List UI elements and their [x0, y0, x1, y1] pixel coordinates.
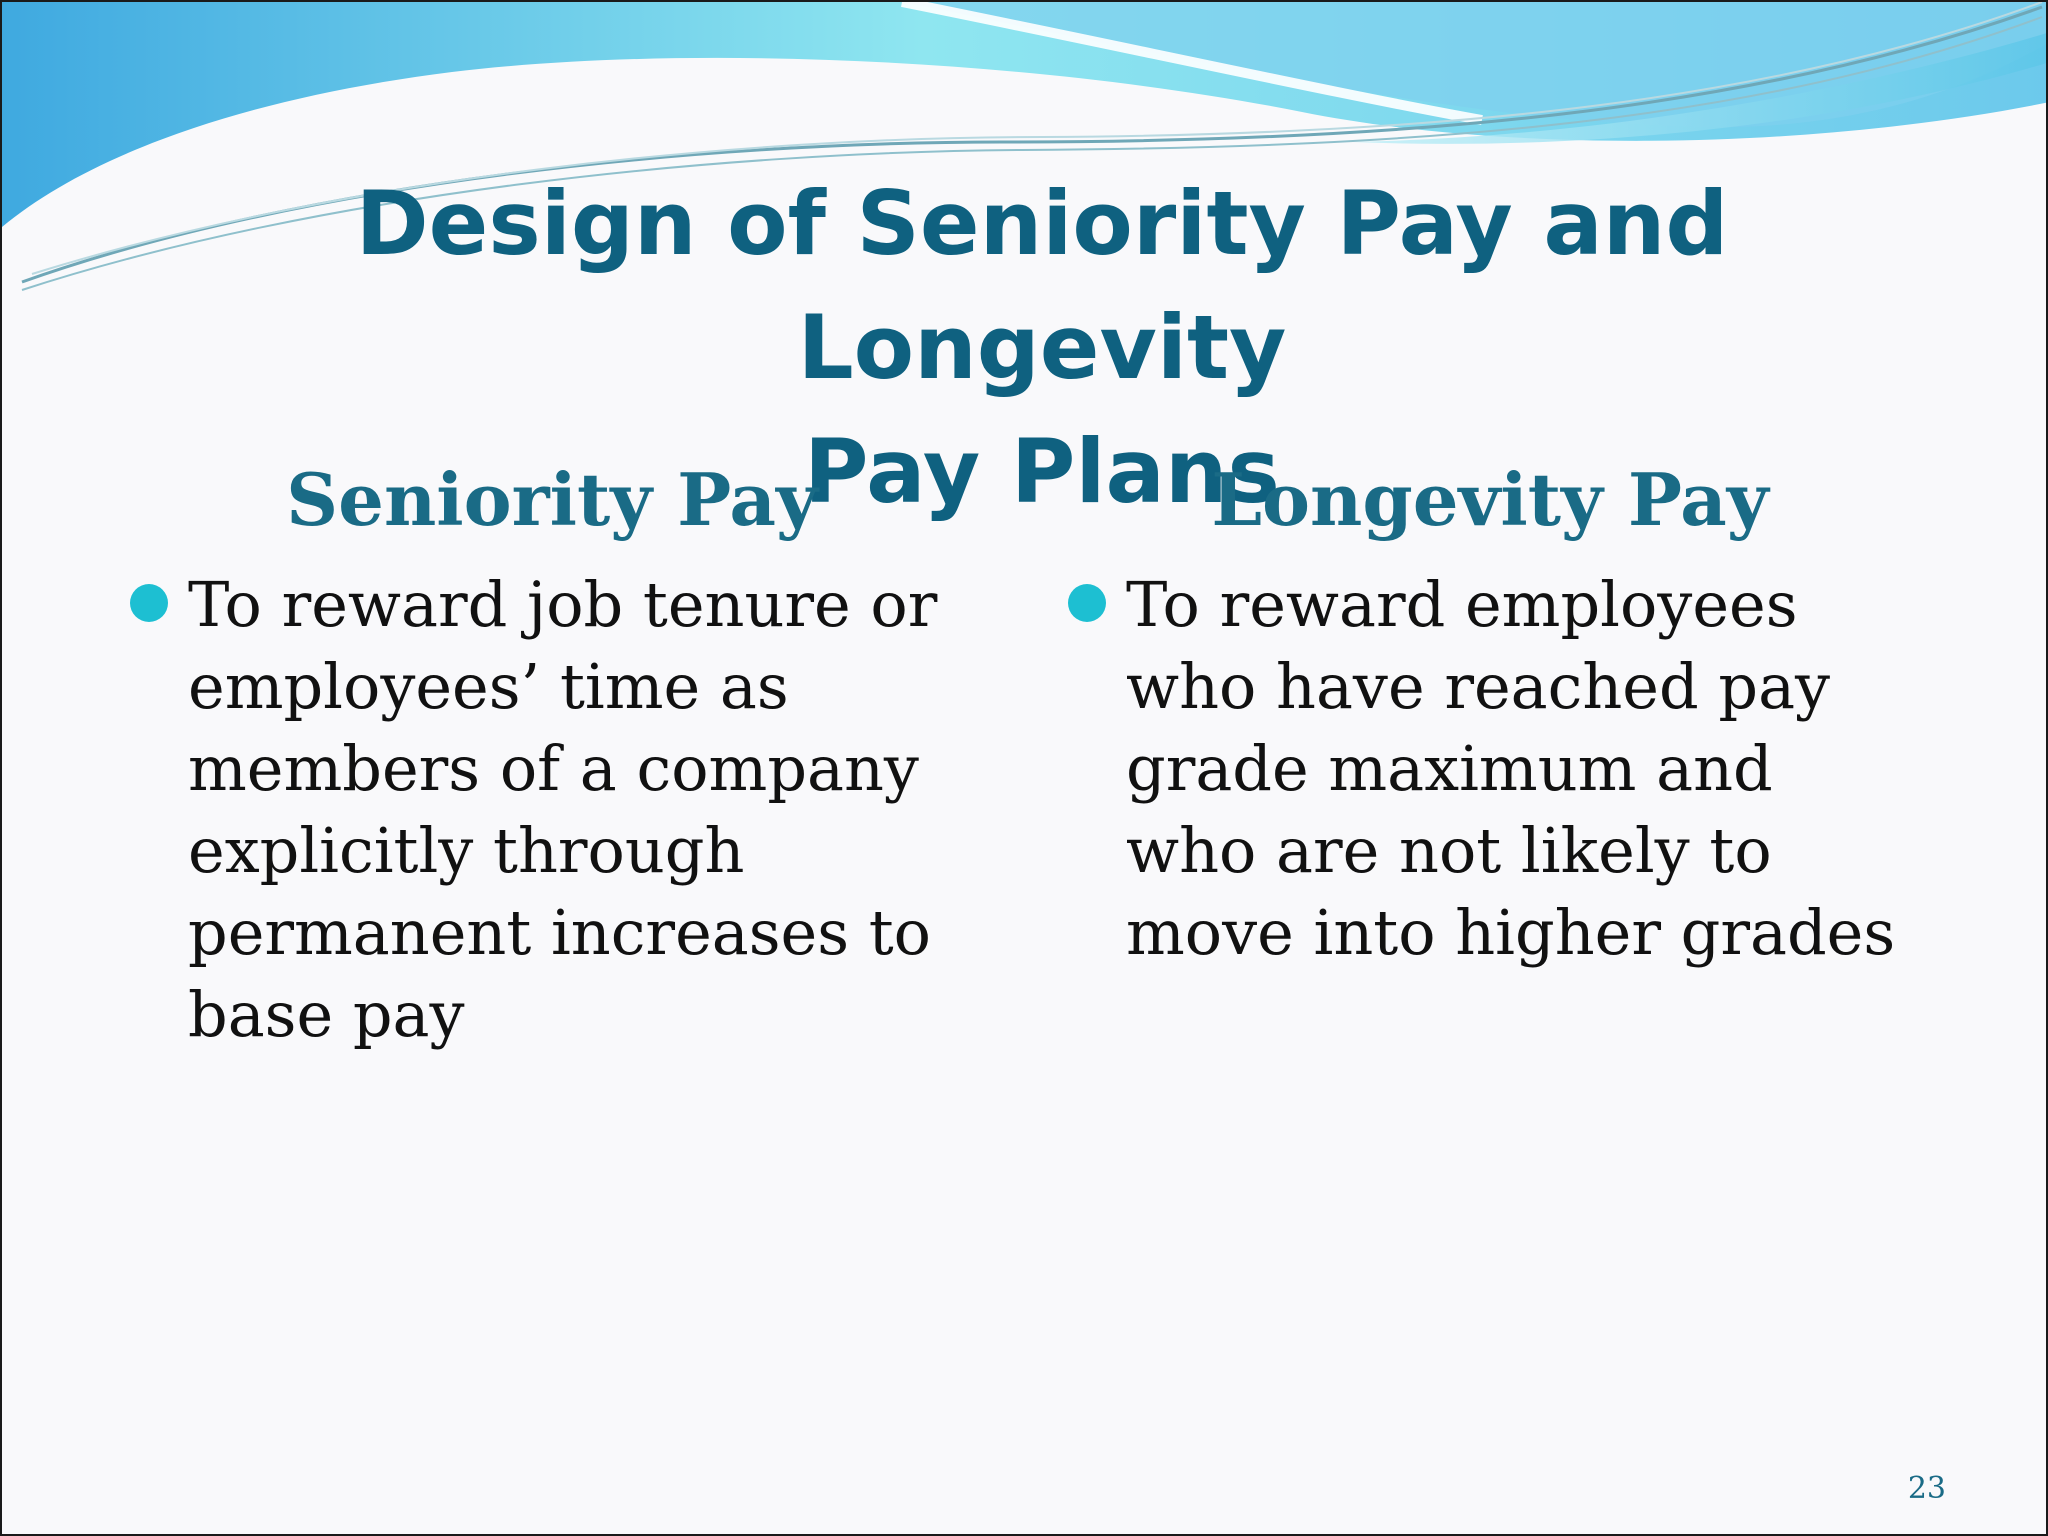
slide-title-line-2: Pay Plans [804, 420, 1280, 523]
list-item [1060, 564, 1920, 974]
seniority-pay-column [122, 450, 982, 1056]
bullet-list [1060, 564, 1920, 974]
bullet-text: To reward employees who have reached pay grade maximum and who are not likely to move into higher grades [1126, 568, 1896, 969]
page-number: 23 [1907, 1471, 1946, 1506]
slide-title-line-1: Design of Seniority Pay and Longevity [355, 172, 1729, 399]
bullet-list [122, 564, 982, 1056]
list-item [122, 564, 982, 1056]
column-heading: Longevity Pay [1211, 457, 1769, 542]
bullet-text: To reward job tenure or employees’ time as members of a company explicitly through permanent increases to base pay [188, 568, 938, 1051]
bullet-icon [130, 584, 168, 622]
longevity-pay-column [1060, 450, 1920, 974]
column-heading: Seniority Pay [286, 457, 818, 542]
bullet-icon [1068, 584, 1106, 622]
